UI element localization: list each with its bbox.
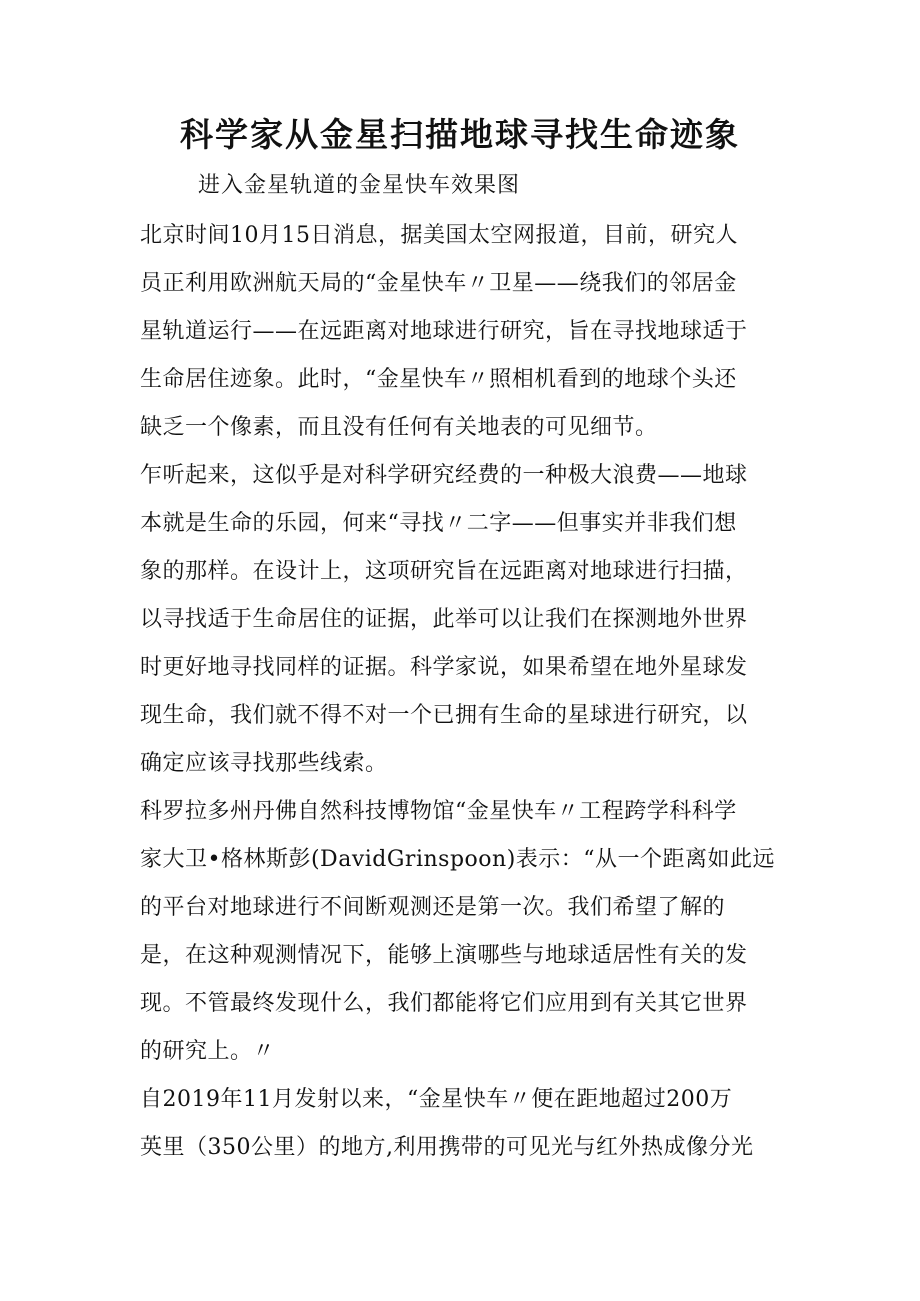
text-line: 的平台对地球进行不间断观测还是第一次。我们希望了解的 [140, 895, 726, 920]
text-line: 缺乏一个像素，而且没有任何有关地表的可见细节。 [140, 415, 658, 440]
text-line: 现。不管最终发现什么，我们都能将它们应用到有关其它世界 [140, 991, 748, 1016]
paragraph-3 [140, 788, 780, 1076]
text-line: 科罗拉多州丹佛自然科技博物馆“金星快车〃工程跨学科科学 [140, 799, 737, 824]
text-line: 是，在这种观测情况下，能够上演哪些与地球适居性有关的发 [140, 943, 748, 968]
document-title: 科学家从金星扫描地球寻找生命迹象 [180, 115, 740, 154]
text-line: 以寻找适于生命居住的证据，此举可以让我们在探测地外世界 [140, 607, 748, 632]
text-line: 星轨道运行——在远距离对地球进行研究，旨在寻找地球适于 [140, 319, 748, 344]
text-line: 的研究上。〃 [140, 1039, 276, 1064]
text-line: 象的那样。在设计上，这项研究旨在远距离对地球进行扫描， [140, 559, 748, 584]
text-line: 员正利用欧洲航天局的“金星快车〃卫星——绕我们的邻居金 [140, 271, 737, 296]
image-caption: 进入金星轨道的金星快车效果图 [198, 173, 521, 198]
text-line: 确定应该寻找那些线索。 [140, 751, 388, 776]
text-line: 生命居住迹象。此时，“金星快车〃照相机看到的地球个头还 [140, 367, 737, 392]
text-line: 英里（350公里）的地方,利用携带的可见光与红外热成像分光 [140, 1135, 754, 1160]
paragraph-1 [140, 212, 780, 452]
text-line: 本就是生命的乐园，何来“寻找〃二字——但事实并非我们想 [140, 511, 737, 536]
text-line: 北京时间10月15日消息，据美国太空网报道，目前，研究人 [140, 223, 738, 248]
paragraph-2 [140, 452, 780, 788]
text-line: 自2019年11月发射以来，“金星快车〃便在距地超过200万 [140, 1087, 733, 1112]
text-line: 家大卫•格林斯彭(DavidGrinspoon)表示：“从一个距离如此远 [140, 847, 776, 872]
text-line: 乍听起来，这似乎是对科学研究经费的一种极大浪费——地球 [140, 463, 748, 488]
text-line: 时更好地寻找同样的证据。科学家说，如果希望在地外星球发 [140, 655, 748, 680]
text-line: 现生命，我们就不得不对一个已拥有生命的星球进行研究，以 [140, 703, 748, 728]
paragraph-4 [140, 1076, 780, 1172]
article-body [140, 212, 780, 1172]
